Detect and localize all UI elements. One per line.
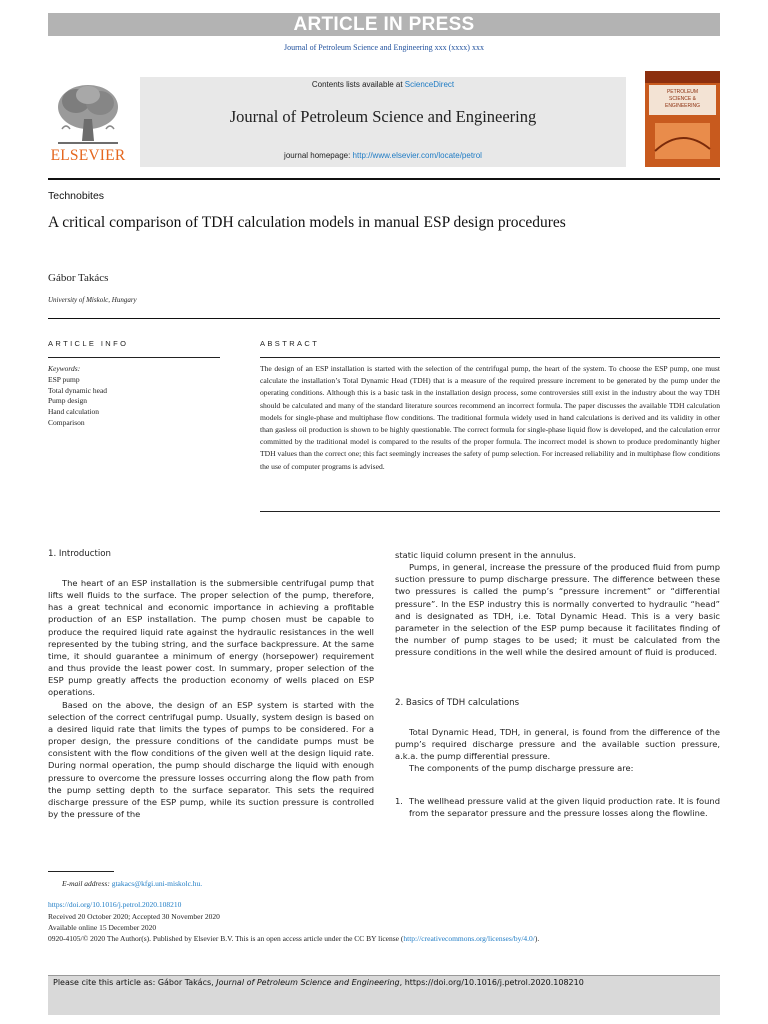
contents-prefix: Contents lists available at — [311, 80, 405, 89]
abstract-rule — [260, 357, 720, 358]
article-in-press-banner: ARTICLE IN PRESS — [48, 13, 720, 36]
keyword-item: Total dynamic head — [48, 385, 108, 395]
paragraph: Total Dynamic Head, TDH, in general, is found from the difference of the pump’s required discharge pressure and the available suction pressure, a.k.a. the pump differential pressure. — [395, 727, 720, 762]
list-item-number: 1. — [395, 796, 403, 806]
author-affiliation: University of Miskolc, Hungary — [48, 296, 137, 304]
header-rule — [48, 178, 720, 180]
citation-doi[interactable]: , https://doi.org/10.1016/j.petrol.2020.108210 — [399, 978, 584, 987]
paragraph: Pumps, in general, increase the pressure of the produced fluid from pump suction pressure to pump discharge pressure. The difference between these two pressures is called the pump’s “pressure increment” or “differential pressure”. In the ESP industry this is normally converted to hydraulic “head” and is designated as TDH, i.e. Total Dynamic Head. This is a very basic parameter in the selection of the ESP pump because it facilitates finding of the number of pump stages to be used; it must be calculated from the pressure conditions in the well while the desired amount of fluid is produced. — [395, 562, 720, 658]
license-line — [48, 934, 539, 943]
sciencedirect-link[interactable]: ScienceDirect — [404, 80, 455, 89]
right-column-body-top — [395, 549, 720, 658]
citation-prefix: Please cite this article as: Gábor Takács, — [53, 978, 217, 987]
contents-available-line — [140, 80, 626, 89]
title-rule — [48, 318, 720, 319]
journal-title: Journal of Petroleum Science and Engineering — [229, 107, 537, 126]
abstract-body: The design of an ESP installation is started with the selection of the centrifugal pump, the heart of the system. To choose the ESP pump, one must calculate the installation’s Total Dynamic Head (TDH) that is a measure of the required pressure increment to be generated by the pump under the operating conditions. Although this is a basic task in the installation design process, some controversies still exist in the industry about the way TDH should be calculated and many of the standard literature sources recommend an incorrect formula. The paper discusses the available TDH calculation models for single-phase and multiphase flow conditions. The traditional formula widely used in hand calculations is derived and its validity in other than gasless oil production is shown to be highly questionable. The correct formula for single-phase liquid flow is developed, and the calculation error committed by the traditional model is compared to the results of the proper formula. The incorrect model is shown to produce predominantly higher TDH values than the correct one; this fact seemingly increases the safety of pump selection. For increased reliability and in multiphase flow conditions the use of computer programs is advised. — [260, 364, 720, 471]
journal-homepage-line — [140, 151, 626, 160]
left-column-body — [48, 577, 374, 820]
svg-text:PETROLEUM: PETROLEUM — [666, 89, 699, 95]
keywords-list — [48, 364, 107, 429]
list-item-text: The wellhead pressure valid at the given liquid production rate. It is found from the separator pressure and the pressure losses along the flowline. — [409, 796, 720, 819]
doi-link[interactable]: https://doi.org/10.1016/j.petrol.2020.108210 — [48, 900, 182, 909]
keyword-item: Hand calculation — [48, 407, 100, 417]
svg-text:ENGINEERING: ENGINEERING — [664, 103, 701, 109]
journal-cover-thumbnail[interactable] — [645, 71, 720, 167]
paragraph: The heart of an ESP installation is the submersible centrifugal pump that lifts well fluids to the surface. The proper selection of the pump, therefore, has a great technical and economic importance in achieving a profitable production of an ESP installation. The pump chosen must be capable to produce the required liquid rate against the hydraulic resistances in the well represented by the tubing string, and the surface backpressure. At the same time, it should guarantee a minimum of energy (horsepower) requirement and thus provide the least power cost. In summary, proper selection of the ESP pump greatly affects the production economy of wells placed on ESP operations. — [48, 578, 374, 698]
keyword-item: Pump design — [48, 396, 87, 406]
article-title: A critical comparison of TDH calculation models in manual ESP design procedures — [48, 214, 566, 231]
paragraph: The components of the pump discharge pressure are: — [409, 763, 634, 774]
available-online-date: Available online 15 December 2020 — [48, 923, 157, 932]
license-prefix: 0920-4105/© 2020 The Author(s). Published by Elsevier B.V. This is an open access article under the CC BY license ( — [48, 934, 404, 943]
svg-text:SCIENCE &: SCIENCE & — [669, 96, 696, 102]
footnote-rule — [48, 871, 114, 872]
keywords-label: Keywords: — [48, 364, 81, 373]
section-heading-introduction: 1. Introduction — [48, 549, 111, 559]
homepage-label: journal homepage: — [284, 151, 353, 160]
citation-journal: Journal of Petroleum Science and Engineering — [216, 978, 400, 987]
email-link[interactable]: gtakacs@kfgi.uni-miskolc.hu. — [111, 879, 203, 888]
paragraph: Based on the above, the design of an ESP system is started with the selection of the correct centrifugal pump. Usually, system design is based on a desired liquid rate that limits the types of pumps to be considered. For a proper design, the pressure conditions of the candidate pumps must be consistent with the flow conditions of the given well at the design liquid rate. During normal operation, the pump should discharge the liquid with enough pressure to overcome the pressure losses occurring along the flow path from the pump setting depth to the surface separator. This sets the required discharge pressure of the ESP pump, while its suction pressure is controlled by the pressure of the — [48, 699, 374, 819]
license-suffix: ). — [534, 934, 540, 943]
author-name[interactable]: Gábor Takács — [48, 272, 109, 284]
journal-reference-link[interactable]: Journal of Petroleum Science and Engineering xxx (xxxx) xxx — [284, 43, 484, 52]
article-section-label: Technobites — [48, 190, 105, 202]
received-dates: Received 20 October 2020; Accepted 30 November 2020 — [48, 912, 220, 921]
abstract-bottom-rule — [260, 511, 720, 512]
section-heading-basics-tdh: 2. Basics of TDH calculations — [395, 698, 520, 708]
keyword-item: ESP pump — [48, 374, 80, 384]
keyword-item: Comparison — [48, 417, 85, 427]
article-info-rule — [48, 357, 220, 358]
right-column-body-section2 — [395, 726, 720, 775]
homepage-link[interactable]: http://www.elsevier.com/locate/petrol — [352, 151, 482, 160]
elsevier-wordmark: ELSEVIER — [50, 147, 126, 164]
email-label: E-mail address: — [62, 879, 110, 888]
abstract-heading: ABSTRACT — [260, 339, 320, 348]
paragraph-continuation: static liquid column present in the annulus. — [395, 550, 576, 560]
email-footnote — [62, 879, 202, 888]
citation-text — [53, 978, 715, 987]
article-info-heading: ARTICLE INFO — [48, 339, 129, 348]
license-link[interactable]: http://creativecommons.org/licenses/by/4.0/ — [403, 934, 535, 943]
